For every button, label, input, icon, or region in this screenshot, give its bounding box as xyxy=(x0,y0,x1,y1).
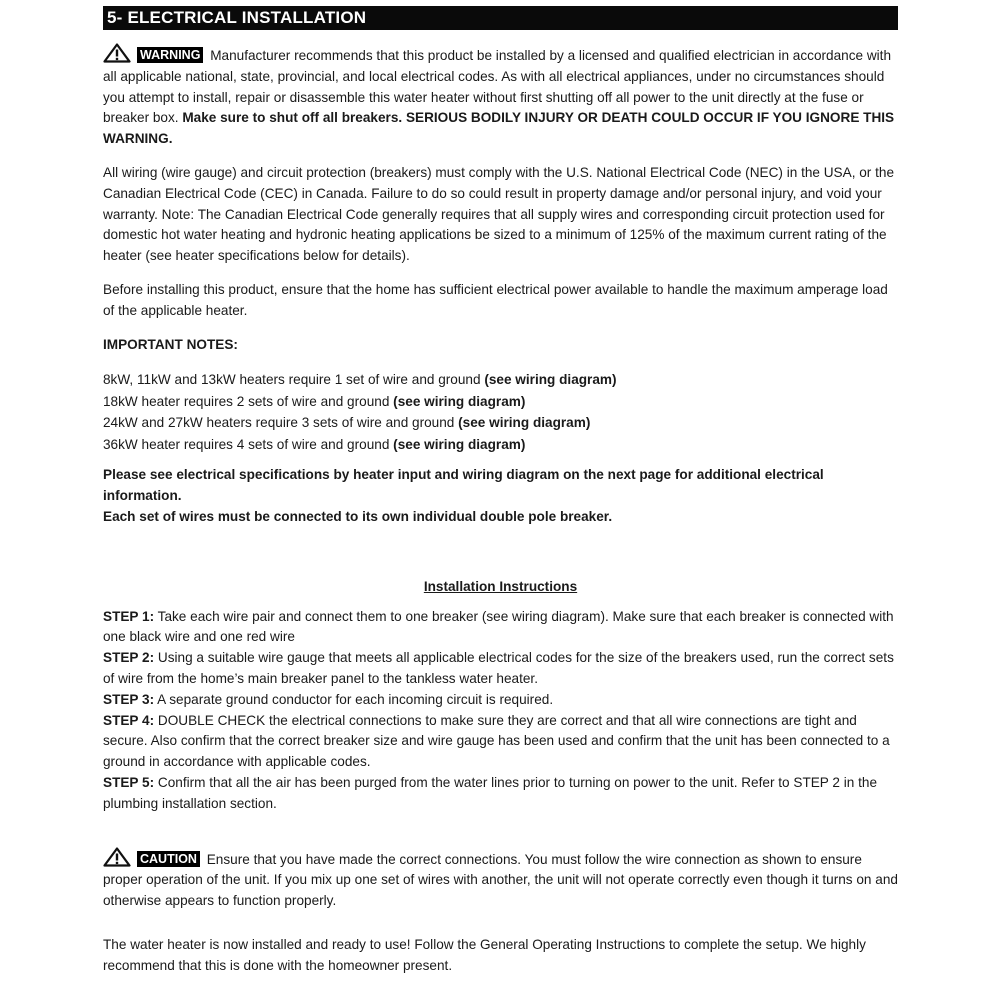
power-paragraph: Before installing this product, ensure that the home has sufficient electrical power available to handle the maximum amperage load of the applicable heater. xyxy=(103,281,888,318)
step-item: STEP 1: Take each wire pair and connect them to one breaker (see wiring diagram). Make sure that each breaker is connected with one black wire and one red wire xyxy=(103,608,894,645)
caution-text: Ensure that you have made the correct connections. You must follow the wire connection as shown to ensure proper operation of the unit. If you mix up one set of wires with another, the unit will not operate correctly even though it turns on and otherwise appears to function properly. xyxy=(103,851,898,909)
notes-list xyxy=(103,369,898,455)
breaker-notice: Each set of wires must be connected to its own individual double pole breaker. xyxy=(103,508,613,524)
warning-badge: WARNING xyxy=(137,47,203,63)
warning-triangle-icon xyxy=(103,43,131,63)
important-notes-heading: IMPORTANT NOTES: xyxy=(103,336,238,352)
note-item: 18kW heater requires 2 sets of wire and ground (see wiring diagram) xyxy=(103,393,526,409)
warning-text: Manufacturer recommends that this product be installed by a licensed and qualified electrician in accordance with all applicable national, state, provincial, and local electrical codes. As with all electrical appliances, under no circumstances should you attempt to install, repair or disassemble this water heater without first shutting off all power to the unit directly at the fuse or breaker box. xyxy=(103,48,892,126)
steps-list xyxy=(103,607,898,815)
closing-paragraph: The water heater is now installed and ready to use! Follow the General Operating Instructions to complete the setup. We highly recommend that this is done with the homeowner present. xyxy=(103,936,866,973)
step-item: STEP 4: DOUBLE CHECK the electrical connections to make sure they are correct and that all wire connections are tight and secure. Also confirm that the correct breaker size and wire gauge has been used and confirm that the unit has been connected to a ground in accordance with applicable codes. xyxy=(103,712,890,770)
note-item: 36kW heater requires 4 sets of wire and ground (see wiring diagram) xyxy=(103,436,526,452)
manual-page xyxy=(103,6,898,977)
step-item: STEP 2: Using a suitable wire gauge that meets all applicable electrical codes for the size of the breakers used, run the correct sets of wire from the home’s main breaker panel to the tankless water heater. xyxy=(103,650,894,686)
wiring-paragraph: All wiring (wire gauge) and circuit protection (breakers) must comply with the U.S. National Electrical Code (NEC) in the USA, or the Canadian Electrical Code (CEC) in Canada. Failure to do so could result in property damage and/or personal injury, and void your warranty. Note: The Canadian Electrical Code generally requires that all supply wires and corresponding circuit protection used for domestic hot water heating and hydronic heating applications be sized to a minimum of 125% of the maximum current rating of the heater (see heater specifications below for details). xyxy=(103,164,895,264)
step-item: STEP 3: A separate ground conductor for each incoming circuit is required. xyxy=(103,691,554,707)
section-title: 5- ELECTRICAL INSTALLATION xyxy=(103,6,898,30)
bold-notices xyxy=(103,465,898,527)
warning-paragraph xyxy=(103,43,898,150)
installation-instructions-title: Installation Instructions xyxy=(423,578,578,594)
electrical-spec-notice: Please see electrical specifications by heater input and wiring diagram on the next page for additional electrical information. xyxy=(103,467,824,504)
warning-bold-text: Make sure to shut off all breakers. SERIOUS BODILY INJURY OR DEATH COULD OCCUR IF YOU IGNORE THIS WARNING. xyxy=(103,110,895,147)
caution-paragraph xyxy=(103,847,898,912)
caution-triangle-icon xyxy=(103,847,131,867)
note-item: 8kW, 11kW and 13kW heaters require 1 set of wire and ground (see wiring diagram) xyxy=(103,372,617,388)
caution-badge: CAUTION xyxy=(137,851,200,867)
step-item: STEP 5: Confirm that all the air has been purged from the water lines prior to turning on power to the unit. Refer to STEP 2 in the plumbing installation section. xyxy=(103,774,878,811)
note-item: 24kW and 27kW heaters require 3 sets of wire and ground (see wiring diagram) xyxy=(103,415,591,431)
